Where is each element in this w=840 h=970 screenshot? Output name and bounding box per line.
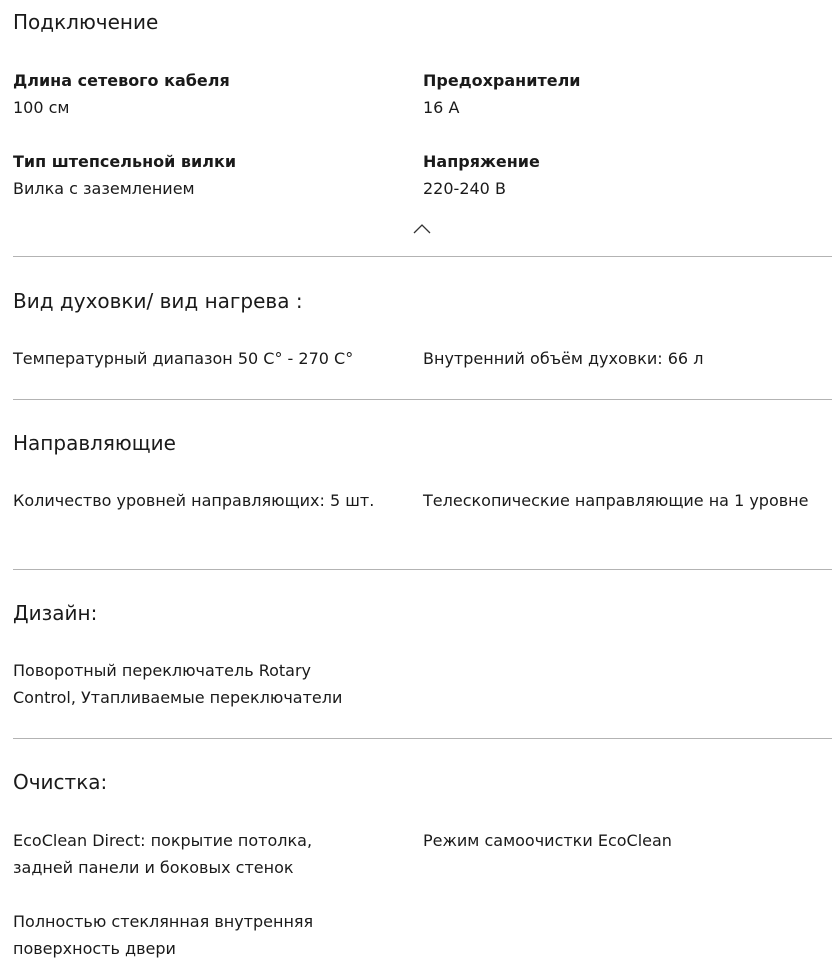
collapse-toggle-button[interactable] bbox=[409, 219, 435, 237]
connection-title: Подключение bbox=[13, 10, 159, 34]
voltage-value: 220-240 В bbox=[423, 179, 506, 198]
fuses-value: 16 А bbox=[423, 98, 460, 117]
section-divider bbox=[13, 738, 832, 739]
self-cleaning-mode-text: Режим самоочистки EcoClean bbox=[423, 831, 672, 850]
cable-length-label: Длина сетевого кабеля bbox=[13, 71, 230, 90]
section-divider bbox=[13, 569, 832, 570]
section-divider bbox=[13, 399, 832, 400]
plug-type-label: Тип штепсельной вилки bbox=[13, 152, 237, 171]
telescopic-rails-text: Телескопические направляющие на 1 уровне bbox=[423, 491, 809, 510]
oven-type-title: Вид духовки/ вид нагрева : bbox=[13, 289, 303, 313]
rail-levels-text: Количество уровней направляющих: 5 шт. bbox=[13, 491, 375, 510]
ecoclean-direct-text: EcoClean Direct: покрытие потолка, задней панели и боковых стенок bbox=[13, 831, 313, 877]
rails-title: Направляющие bbox=[13, 431, 176, 455]
section-divider bbox=[13, 256, 832, 257]
cable-length-value: 100 см bbox=[13, 98, 70, 117]
design-title: Дизайн: bbox=[13, 601, 98, 625]
temperature-range-text: Температурный диапазон 50 С° - 270 С° bbox=[13, 349, 354, 368]
chevron-up-icon bbox=[409, 219, 435, 237]
fuses-label: Предохранители bbox=[423, 71, 581, 90]
oven-volume-text: Внутренний объём духовки: 66 л bbox=[423, 349, 704, 368]
cleaning-title: Очистка: bbox=[13, 770, 108, 794]
voltage-label: Напряжение bbox=[423, 152, 540, 171]
design-features-text: Поворотный переключатель Rotary Control, Утапливаемые переключатели bbox=[13, 661, 343, 707]
glass-door-text: Полностью стеклянная внутренняя поверхность двери bbox=[13, 912, 314, 958]
plug-type-value: Вилка с заземлением bbox=[13, 179, 195, 198]
